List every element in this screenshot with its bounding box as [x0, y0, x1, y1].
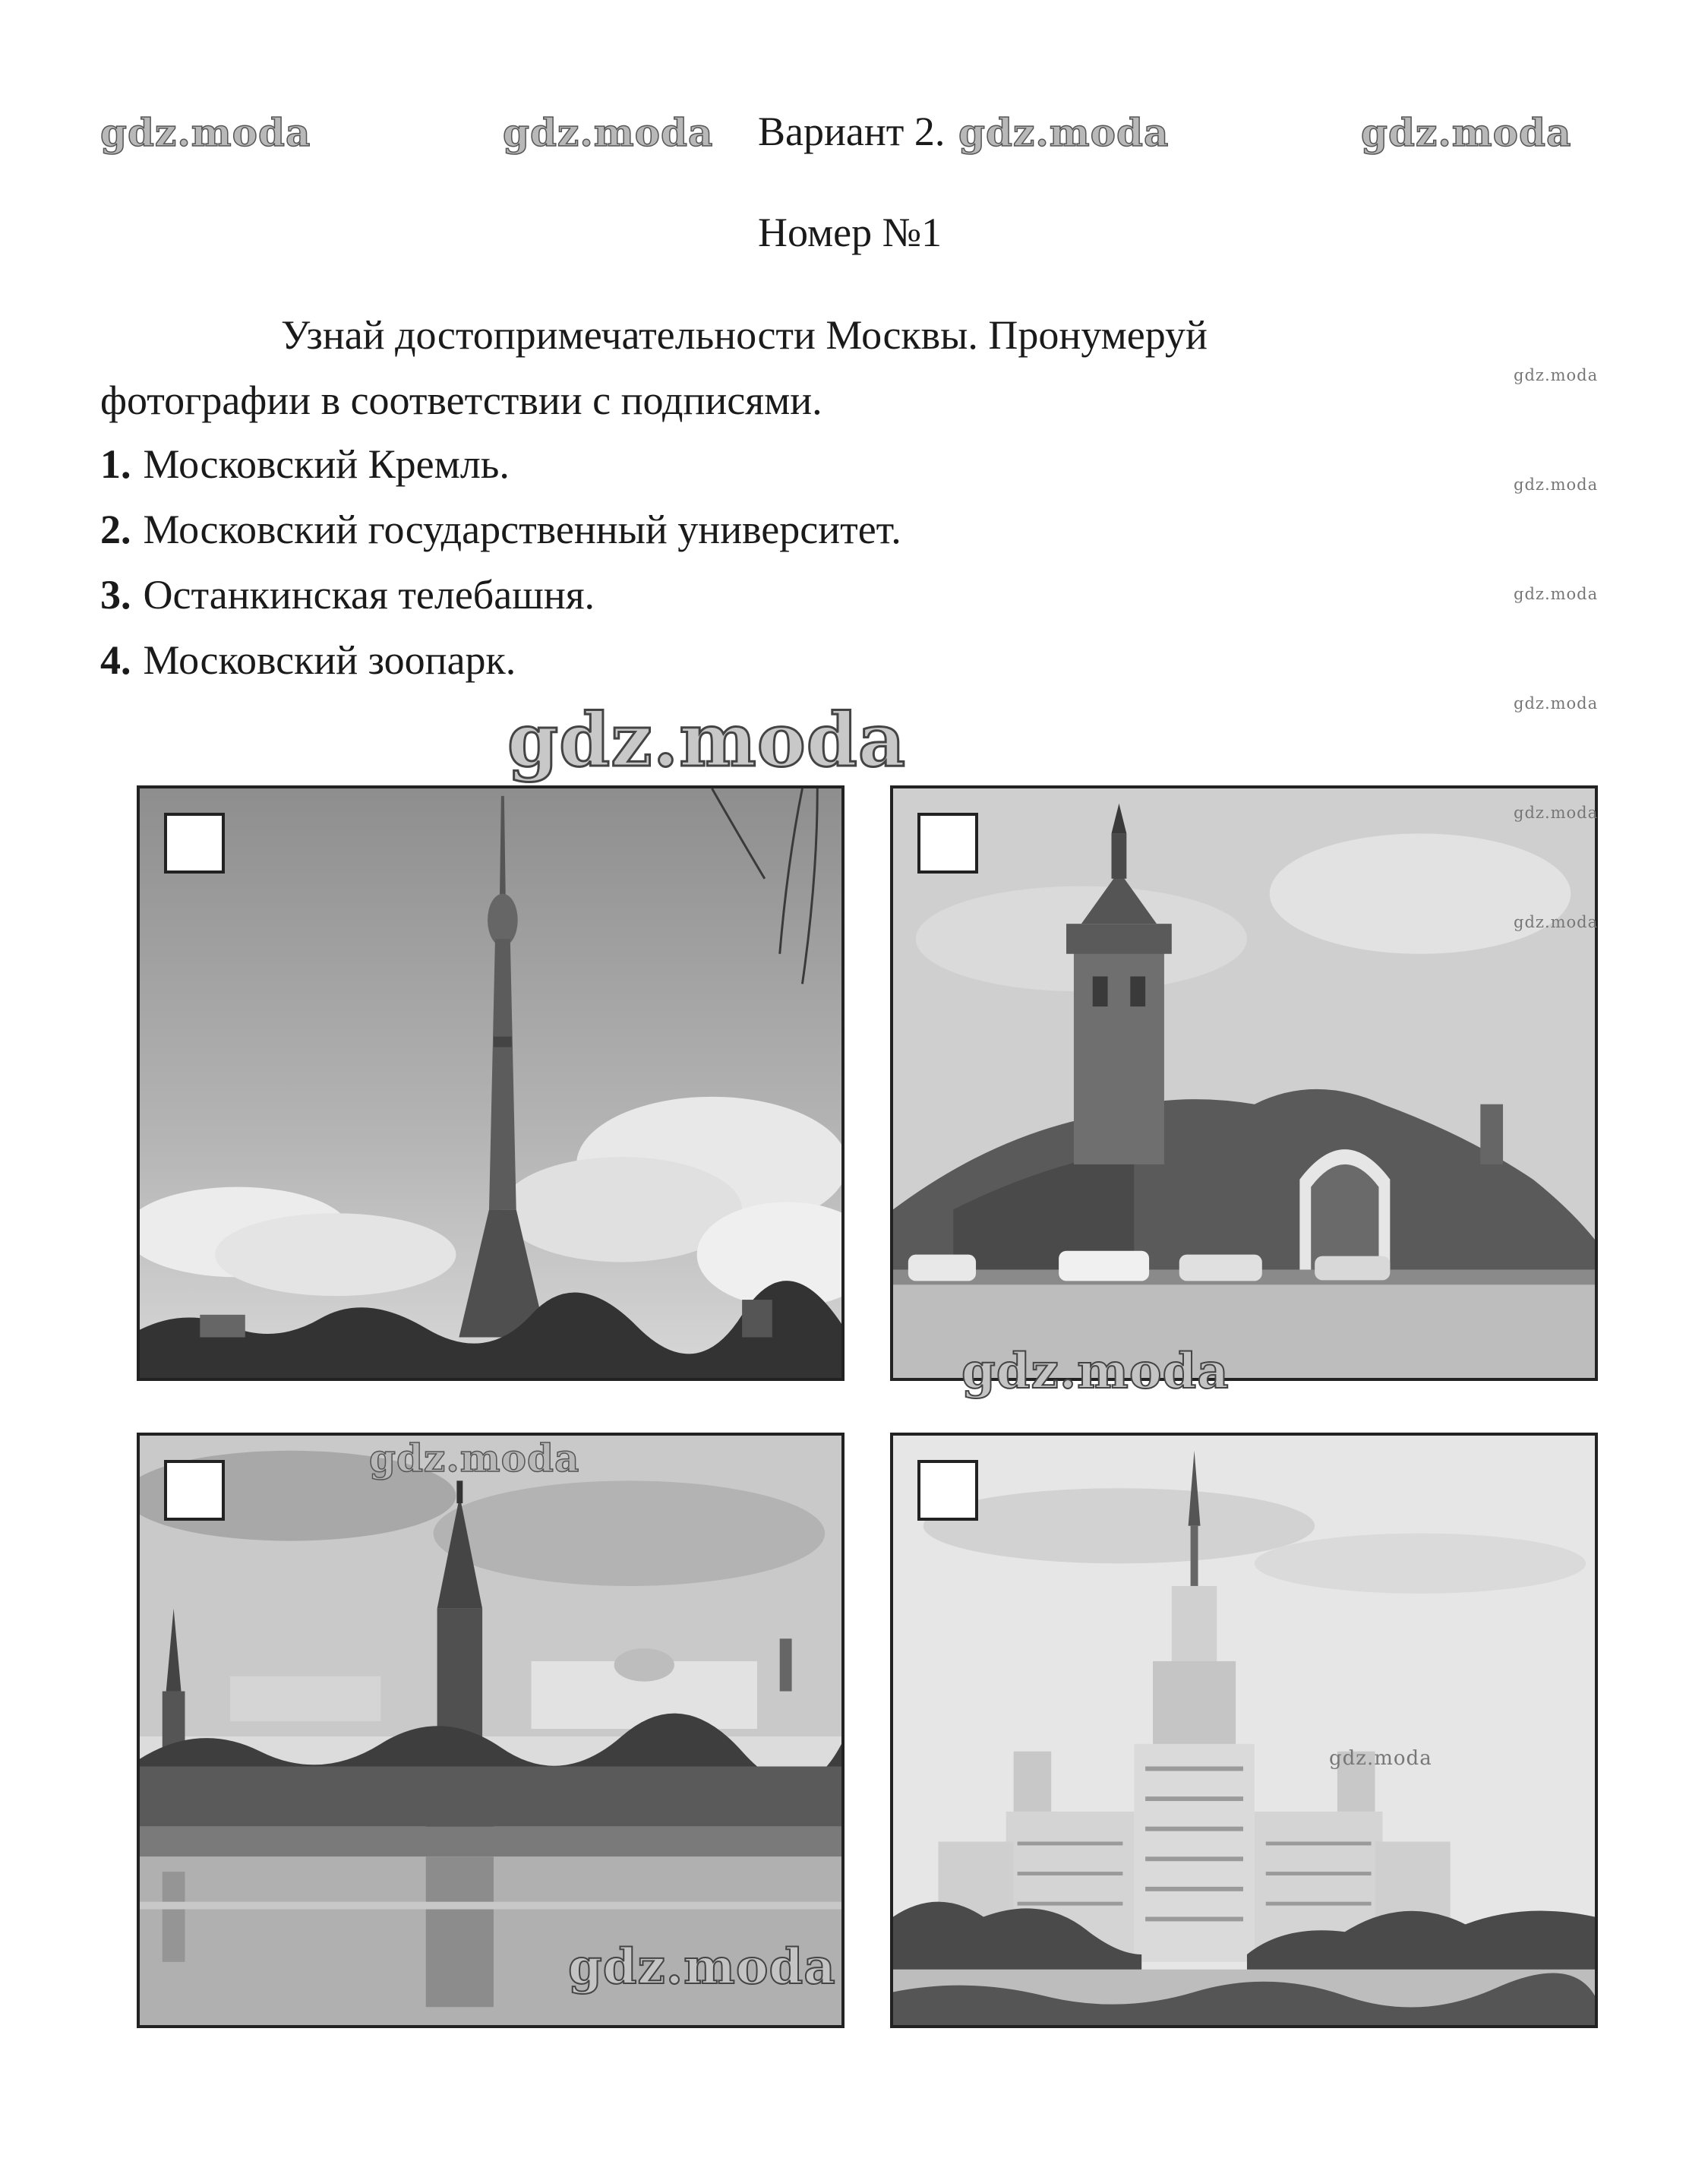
instruction-line-1: Узнай достопримечательности Москвы. Пронумеруй — [281, 312, 1208, 358]
instruction-line-2: фотографии в соответствии с подписями. — [100, 378, 822, 423]
photo-number-checkbox[interactable] — [164, 1460, 225, 1521]
item-label: Московский Кремль. — [143, 441, 510, 487]
list-item-4 — [100, 637, 516, 684]
watermark-top-3: gdz.moda — [958, 110, 1170, 155]
watermark-top-2: gdz.moda — [503, 110, 714, 155]
moscow-zoo-image — [893, 788, 1595, 1378]
photo-number-checkbox[interactable] — [917, 813, 978, 874]
photo-moscow-zoo — [890, 785, 1598, 1381]
variant-title: Вариант 2. — [758, 109, 946, 154]
watermark-top-4: gdz.moda — [1361, 110, 1572, 155]
list-item-3 — [100, 571, 595, 618]
item-number: 3. — [100, 572, 131, 618]
task-number: Номер №1 — [758, 210, 942, 255]
watermark-side: gdz.moda — [1514, 804, 1599, 822]
item-number: 4. — [100, 637, 131, 683]
list-item-2 — [100, 506, 901, 553]
photo-number-checkbox[interactable] — [917, 1460, 978, 1521]
item-number: 1. — [100, 441, 131, 487]
item-label: Останкинская телебашня. — [143, 572, 595, 618]
watermark-side: gdz.moda — [1514, 476, 1599, 494]
watermark-medium: gdz.moda — [568, 1938, 836, 1995]
watermark-side: gdz.moda — [1514, 694, 1599, 713]
watermark-small: gdz.moda — [1329, 1747, 1432, 1770]
photo-moscow-state-university — [890, 1433, 1598, 2028]
photo-number-checkbox[interactable] — [164, 813, 225, 874]
msu-image — [893, 1436, 1595, 2025]
watermark-side: gdz.moda — [1514, 366, 1599, 384]
item-label: Московский государственный университет. — [143, 507, 901, 552]
list-item-1 — [100, 441, 510, 488]
watermark-side: gdz.moda — [1514, 585, 1599, 603]
item-number: 2. — [100, 507, 131, 552]
watermark-medium: gdz.moda — [961, 1343, 1230, 1400]
photo-ostankino-tower — [137, 785, 845, 1381]
ostankino-tower-image — [140, 788, 841, 1378]
moscow-kremlin-image — [140, 1436, 841, 2025]
watermark-medium: gdz.moda — [369, 1436, 580, 1480]
watermark-side: gdz.moda — [1514, 913, 1599, 931]
watermark-large: gdz.moda — [507, 697, 907, 783]
watermark-top-1: gdz.moda — [100, 110, 311, 155]
item-label: Московский зоопарк. — [143, 637, 516, 683]
